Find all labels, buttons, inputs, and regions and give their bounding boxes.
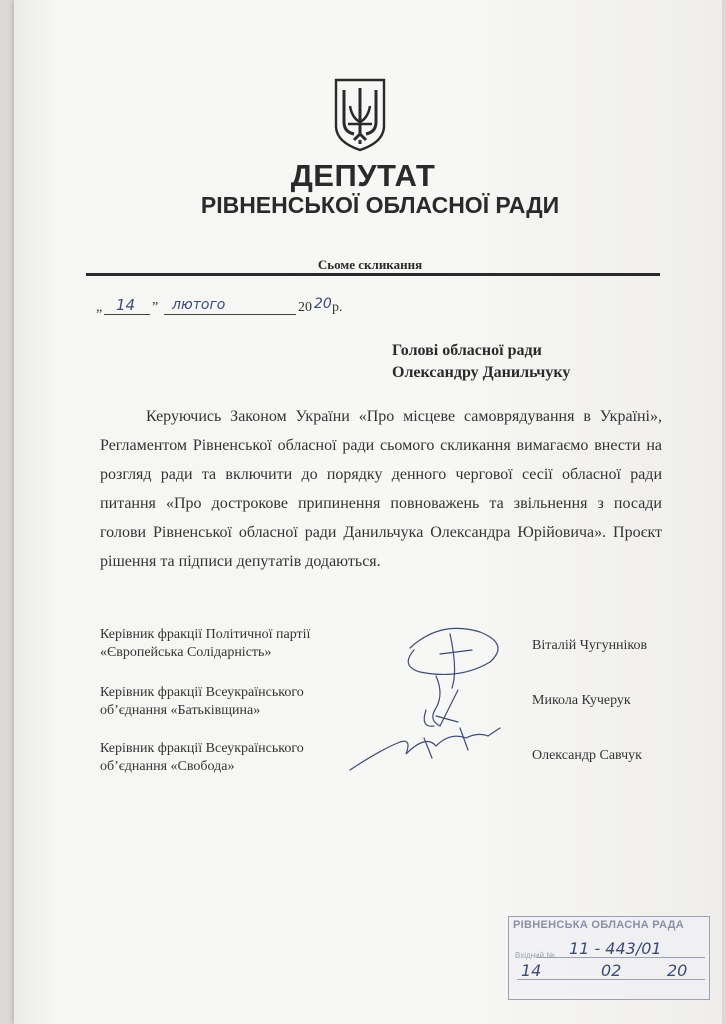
- signatory-name-3: Олександр Савчук: [532, 748, 642, 763]
- stamp-year-handwritten: 20: [667, 961, 688, 980]
- date-close-quote: ”: [152, 300, 159, 315]
- registration-stamp: [508, 916, 710, 1000]
- body-paragraph: Керуючись Законом України «Про місцеве самоврядування в Україні», Регламентом Рівненської обласної ради сьомого скликання вимагаємо внести на розгляд ради та включити до порядку денного чергової сесії обласної ради питання «Про дострокове припинення повноважень та звільнення з посади голови Рівненської обласної ради Данильчука Олександра Юрійовича». Проєкт рішення та підписи депутатів додаються.: [100, 408, 662, 570]
- signatory-name-2: Микола Кучерук: [532, 693, 631, 708]
- handwritten-signatures-image: [340, 610, 540, 780]
- date-year-prefix: 20: [298, 300, 312, 315]
- body-text-block: [100, 402, 662, 576]
- stamp-number-handwritten: 11 - 443/01: [569, 939, 662, 958]
- date-line: [96, 296, 396, 320]
- signatory-role-1: Керівник фракції Політичної партії «Європейська Солідарність»: [100, 627, 311, 660]
- date-day-handwritten: 14: [116, 296, 136, 314]
- signature-3-marks: [424, 728, 468, 758]
- stamp-month-handwritten: 02: [601, 961, 622, 980]
- coat-of-arms-emblem: [332, 76, 388, 152]
- date-open-quote: „: [96, 300, 103, 315]
- convocation-label: Сьоме скликання: [317, 257, 423, 272]
- date-year-suffix: р.: [332, 300, 343, 315]
- signatory-role-2: Керівник фракції Всеукраїнського об’єднання «Батьківщина»: [100, 685, 304, 718]
- date-month-handwritten: лютого: [172, 297, 226, 313]
- date-year-handwritten: 20: [314, 296, 332, 312]
- header-title: ДЕПУТАТ: [290, 158, 436, 193]
- stamp-label: Вхідний №: [515, 951, 555, 960]
- signatory-role-3: Керівник фракції Всеукраїнського об’єднання «Свобода»: [100, 741, 304, 774]
- addressee-line-1: Голові обласної ради: [392, 342, 542, 359]
- signature-3-stroke: [350, 728, 500, 770]
- addressee-line-2: Олександру Данильчуку: [392, 364, 571, 381]
- stamp-title: РІВНЕНСЬКА ОБЛАСНА РАДА: [513, 919, 684, 931]
- signature-1-stroke: [440, 634, 472, 688]
- header-divider: [86, 273, 660, 276]
- signatory-name-1: Віталій Чугунніков: [532, 638, 648, 653]
- header-subtitle: РІВНЕНСЬКОЇ ОБЛАСНОЇ РАДИ: [200, 192, 560, 218]
- stamp-day-handwritten: 14: [521, 961, 542, 980]
- addressee-block: [392, 340, 570, 384]
